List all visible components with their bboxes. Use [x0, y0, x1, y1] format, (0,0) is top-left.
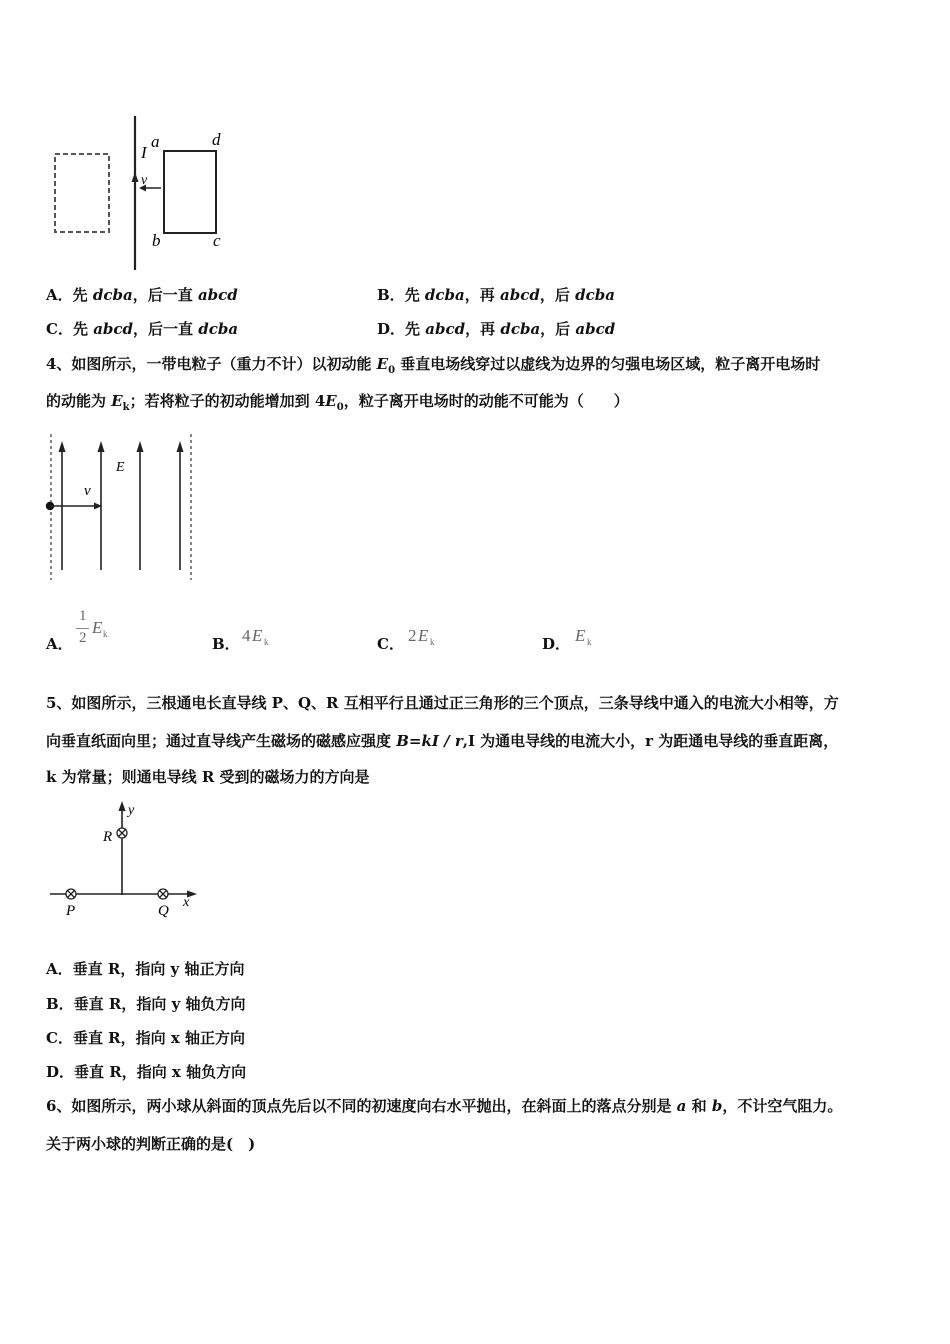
label-E: E [116, 460, 125, 475]
q5-stem-line2: 向垂直纸面向里；通过直导线产生磁场的磁感应强度 B=kI / r,I 为通电导线的电流大小，r 为距通电导线的垂直距离， [46, 732, 839, 750]
label-P: P [66, 903, 76, 919]
q3-option-c[interactable]: C．先 abcd，后一直 dcba [46, 320, 239, 338]
label-b: b [152, 231, 161, 250]
q5-option-d[interactable]: D．垂直 R，指向 x 轴负方向 [46, 1063, 247, 1081]
y-arrow-icon [119, 801, 126, 811]
q5-stem-line3: k 为常量；则通电导线 R 受到的磁场力的方向是 [46, 768, 370, 786]
label-R: R [103, 829, 113, 845]
q3-figure [40, 110, 240, 280]
q4-option-b[interactable]: B． 4 E k [212, 626, 269, 653]
dashed-loop [55, 154, 109, 232]
q4-stem-line1: 4、如图所示，一带电粒子（重力不计）以初动能 $E_0$ 垂直电场线穿过以虚线为边界的匀强电场区域，粒子离开电场时 [46, 355, 821, 376]
fraction-bar [76, 628, 89, 629]
q3-option-a[interactable]: A．先 dcba，后一直 abcd [46, 286, 238, 304]
q4-stem-line2: 的动能为 $E_k$；若将粒子的初动能增加到 $4E_0$，粒子离开电场时的动能不可能为（ ） [46, 392, 629, 413]
wire-Q-icon [158, 889, 168, 899]
label-c: c [213, 231, 221, 250]
label-v: v [141, 173, 148, 188]
q5-option-b[interactable]: B．垂直 R，指向 y 轴负方向 [46, 995, 246, 1013]
field-arrow-icons [59, 441, 184, 452]
q3-option-b[interactable]: B．先 dcba，再 abcd，后 dcba [377, 286, 615, 304]
q5-option-a[interactable]: A．垂直 R，指向 y 轴正方向 [46, 960, 245, 978]
label-y: y [128, 803, 135, 818]
q6-stem-line2: 关于两小球的判断正确的是( ) [46, 1135, 256, 1153]
label-v: v [84, 483, 91, 499]
label-x: x [183, 895, 190, 910]
loop-abcd [164, 151, 216, 233]
wire-P-icon [66, 889, 76, 899]
q4-option-d[interactable]: D． E k [542, 626, 592, 653]
q6-stem-line1: 6、如图所示，两小球从斜面的顶点先后以不同的初速度向右水平抛出，在斜面上的落点分别是 a 和 b，不计空气阻力。 [46, 1097, 843, 1115]
label-I: I [141, 143, 147, 162]
q4-option-c[interactable]: C． 2 E k [377, 626, 435, 653]
label-a: a [151, 132, 160, 151]
q3-option-d[interactable]: D．先 abcd，再 dcba，后 abcd [377, 320, 616, 338]
q5-figure [40, 798, 210, 928]
current-arrow-icon [132, 172, 139, 182]
q5-option-c[interactable]: C．垂直 R，指向 x 轴正方向 [46, 1029, 246, 1047]
q4-figure [40, 428, 210, 588]
label-Q: Q [158, 903, 169, 919]
q5-stem-line1: 5、如图所示，三根通电长直导线 P、Q、R 互相平行且通过正三角形的三个顶点，三条导线中通入的电流大小相等，方 [46, 694, 839, 712]
wire-R-icon [117, 828, 127, 838]
q4-option-a[interactable]: A． 1 2 E k [46, 608, 108, 653]
label-d: d [212, 130, 221, 149]
